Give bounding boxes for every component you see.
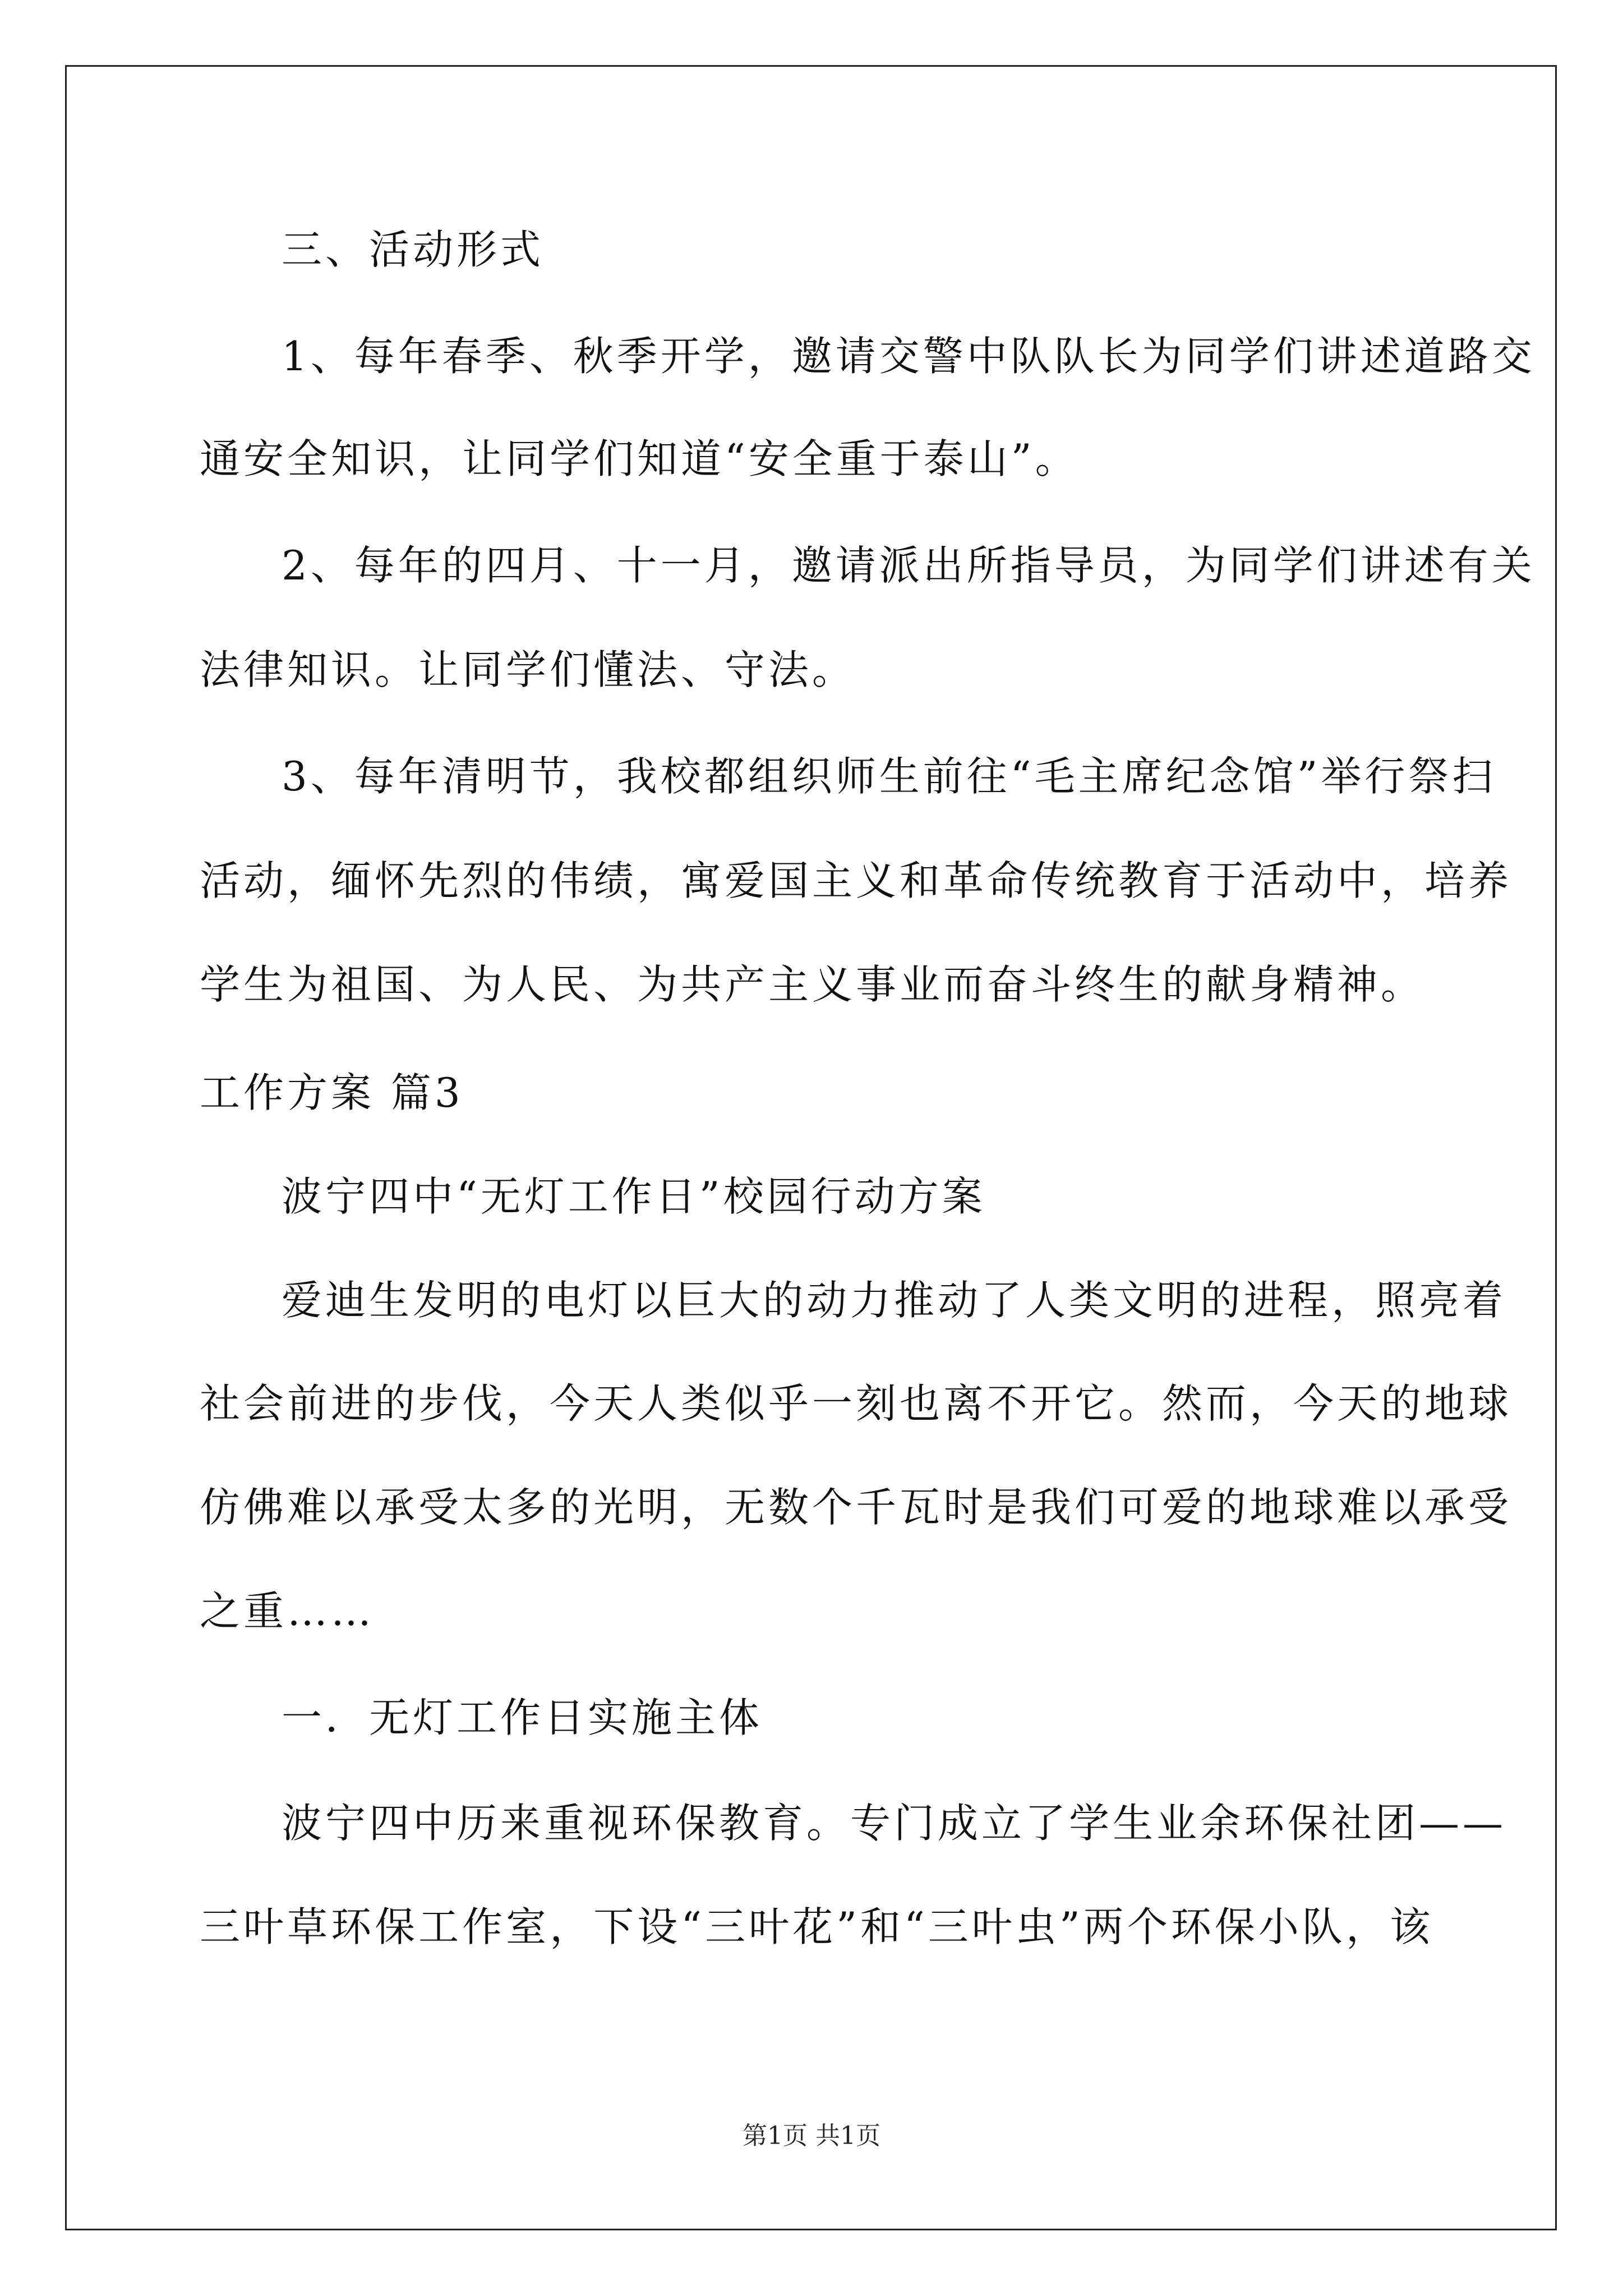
section-heading-subject: 一．无灯工作日实施主体 xyxy=(282,1694,763,1741)
paragraph-line: 2、每年的四月、十一月，邀请派出所指导员，为同学们讲述有关 xyxy=(282,542,1536,589)
paragraph-line: 三叶草环保工作室，下设“三叶花”和“三叶虫”两个环保小队，该 xyxy=(200,1903,1433,1950)
section-heading-activity-form: 三、活动形式 xyxy=(282,226,545,273)
paragraph-line: 3、每年清明节，我校都组织师生前往“毛主席纪念馆”举行祭扫 xyxy=(282,753,1496,800)
paragraph-line: 波宁四中历来重视环保教育。专门成立了学生业余环保社团—— xyxy=(282,1800,1507,1847)
paragraph-line: 1、每年春季、秋季开学，邀请交警中队队长为同学们讲述道路交 xyxy=(282,333,1536,380)
paragraph-line: 通安全知识，让同学们知道“安全重于泰山”。 xyxy=(200,435,1079,482)
paragraph-line: 之重…… xyxy=(200,1588,375,1635)
paragraph-line: 学生为祖国、为人民、为共产主义事业而奋斗终生的献身精神。 xyxy=(200,961,1425,1008)
paragraph-line: 爱迪生发明的电灯以巨大的动力推动了人类文明的进程，照亮着 xyxy=(282,1277,1507,1324)
paragraph-line: 仿佛难以承受太多的光明，无数个千瓦时是我们可爱的地球难以承受 xyxy=(200,1484,1513,1531)
section-title: 工作方案 篇3 xyxy=(200,1069,464,1116)
paragraph-line: 社会前进的步伐，今天人类似乎一刻也离不开它。然而，今天的地球 xyxy=(200,1380,1513,1427)
paragraph-line: 活动，缅怀先烈的伟绩，寓爱国主义和革命传统教育于活动中，培养 xyxy=(200,857,1513,904)
page-number-footer: 第1页 共1页 xyxy=(743,2122,880,2150)
paragraph-line: 法律知识。让同学们懂法、守法。 xyxy=(200,646,856,693)
document-subtitle: 波宁四中“无灯工作日”校园行动方案 xyxy=(282,1173,986,1220)
